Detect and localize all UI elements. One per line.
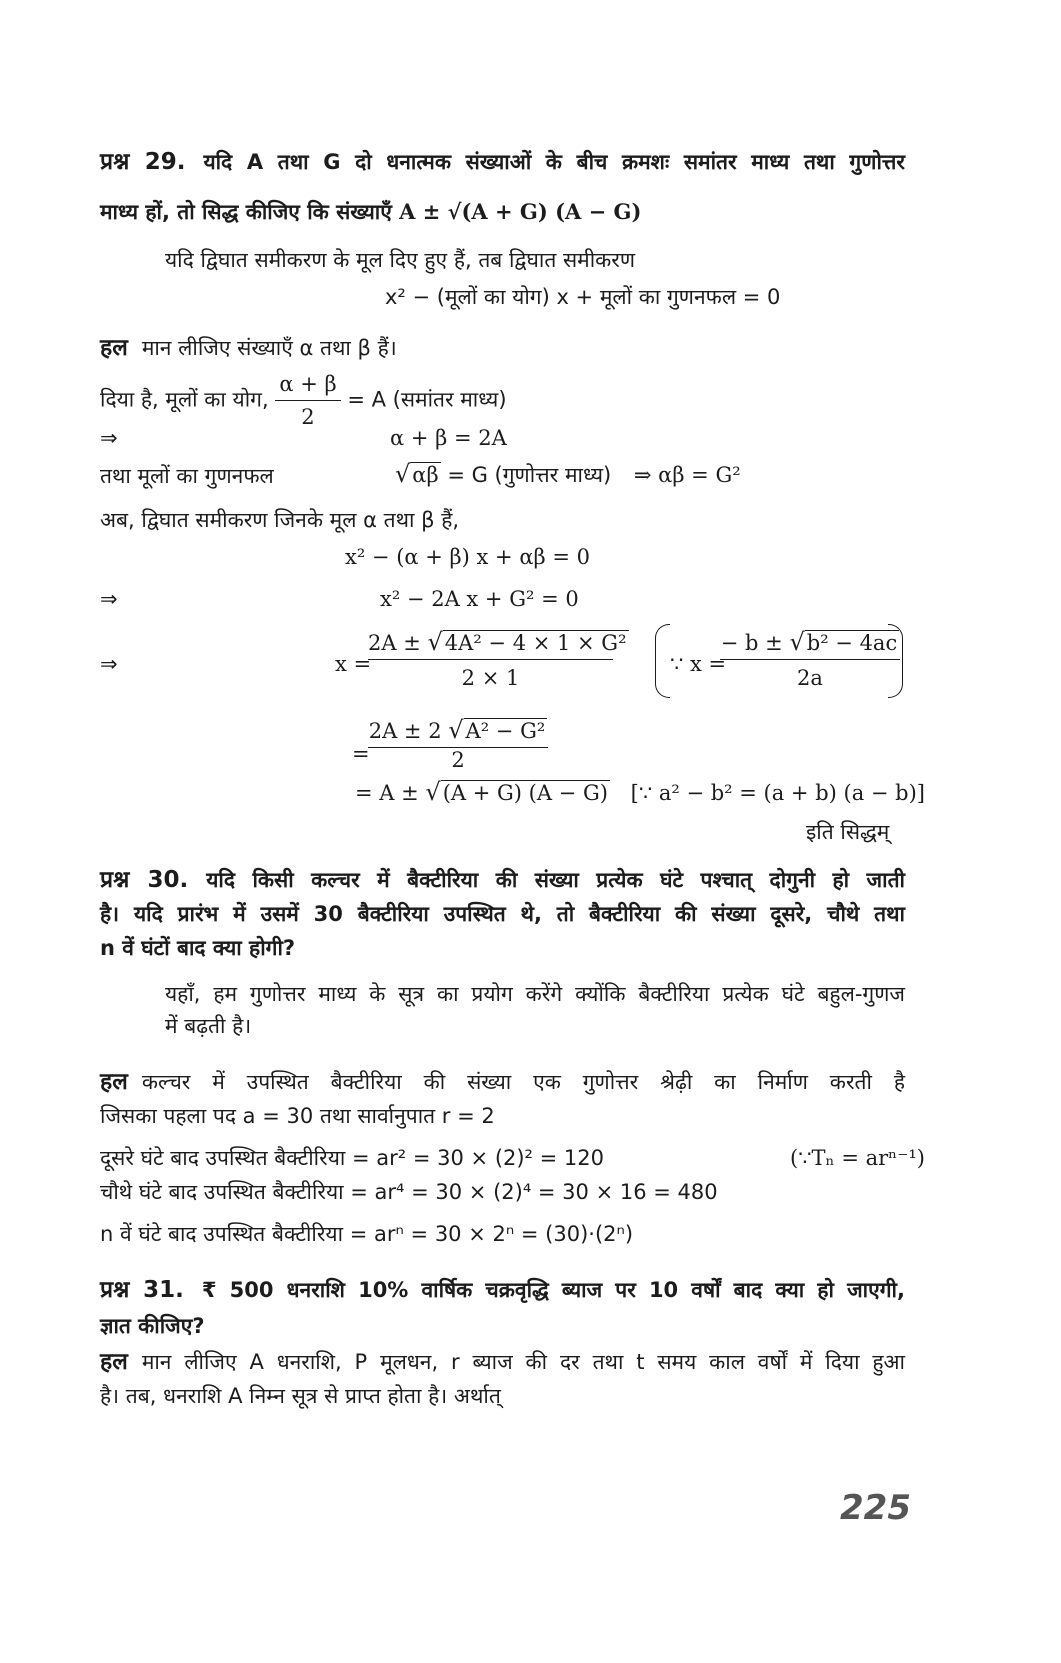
page-number: 225 <box>840 1488 911 1528</box>
q29-prod <box>395 460 741 489</box>
q30-sol-label: हल <box>100 1069 128 1095</box>
q29-eq1: x² − (α + β) x + αβ = 0 <box>345 545 590 569</box>
q29-prod-final: ⇒ αβ = G² <box>633 463 741 487</box>
q29-qed: इति सिद्धम् <box>806 820 890 844</box>
q29-step-num-sqrt: √A² − G² <box>448 716 546 744</box>
q29-given-num: α + β <box>275 370 340 401</box>
formula-paren-right <box>888 624 903 698</box>
q30-sol1 <box>100 1068 905 1096</box>
q29-given-frac <box>275 370 340 431</box>
q31-sol-label: हल <box>100 1349 128 1375</box>
q29-sol-label: हल <box>100 335 128 361</box>
q29-text1: यदि A तथा G दो धनात्मक संख्याओं के बीच क्रमशः समांतर माध्य तथा गुणोत्तर <box>203 150 905 174</box>
q29-text2: माध्य हों, तो सिद्ध कीजिए कि संख्याएँ <box>100 200 392 224</box>
q29-given <box>100 370 507 431</box>
q29-hint2: x² − (मूलों का योग) x + मूलों का गुणनफल = 0 <box>385 285 781 309</box>
q29-given-text: दिया है, मूलों का योग, <box>100 387 269 412</box>
q30-sol2: जिसका पहला पद a = 30 तथा सार्वानुपात r = 2 <box>100 1104 495 1128</box>
q29-step-num-a: 2A ± 2 <box>368 719 442 743</box>
q29-implies1: ⇒ <box>100 426 118 450</box>
q31-line2: ज्ञात कीजिए? <box>100 1314 205 1338</box>
q31-line1 <box>100 1276 905 1304</box>
q29-sum-eq: α + β = 2A <box>390 426 507 450</box>
q29-now-text: अब, द्विघात समीकरण जिनके मूल α तथा β हैं, <box>100 508 460 532</box>
q29-prod-sqrt: √αβ <box>395 460 439 488</box>
q30-hint2: में बढ़ती है। <box>165 1014 252 1038</box>
q29-formula-den: 2a <box>797 666 823 690</box>
q29-x-lhs: x = <box>335 652 372 676</box>
q29-final <box>355 778 925 807</box>
q29-formula-lhs: ∵ x = <box>670 652 727 676</box>
q30-line3: n वें घंटों बाद क्या होगी? <box>100 936 296 960</box>
q30-nth: n वें घंटे बाद उपस्थित बैक्टीरिया = arⁿ = 30 × 2ⁿ = (30)·(2ⁿ) <box>100 1222 634 1246</box>
q30-hint1: यहाँ, हम गुणोत्तर माध्य के सूत्र का प्रयोग करेंगे क्योंकि बैक्टीरिया प्रत्येक घंटे बहुल-गुणज <box>165 982 905 1006</box>
q31-sol2: है। तब, धनराशि A निम्न सूत्र से प्राप्त होता है। अर्थात् <box>100 1384 501 1408</box>
q29-x-num-a: 2A ± <box>368 631 421 655</box>
q29-prod-rhs: = G (गुणोत्तर माध्य) <box>447 463 612 487</box>
q30-line1 <box>100 866 905 894</box>
q29-step-frac <box>368 716 548 772</box>
q30-line2: है। यदि प्रारंभ में उसमें 30 बैक्टीरिया उपस्थित थे, तो बैक्टीरिया की संख्या दूसरे, चौथे तथा <box>100 902 905 926</box>
q29-formula-num-sqrt: √b² − 4ac <box>789 628 898 656</box>
q29-math: A ± √(A + G) (A − G) <box>399 199 642 224</box>
q30-tn-note: (∵Tₙ = arⁿ⁻¹) <box>790 1146 925 1170</box>
q30-fourth: चौथे घंटे बाद उपस्थित बैक्टीरिया = ar⁴ = 30 × (2)⁴ = 30 × 16 = 480 <box>100 1180 718 1204</box>
q29-hint1: यदि द्विघात समीकरण के मूल दिए हुए हैं, तब द्विघात समीकरण <box>165 248 636 272</box>
q29-x-num-sqrt: √4A² − 4 × 1 × G² <box>427 628 627 656</box>
q29-final-reason: [∵ a² − b² = (a + b) (a − b)] <box>630 781 926 805</box>
q31-label: प्रश्न 31. <box>100 1277 184 1303</box>
q29-final-sqrt: √(A + G) (A − G) <box>425 778 608 806</box>
formula-paren-left <box>655 624 670 698</box>
q29-solution-intro <box>100 334 397 362</box>
q29-step-eq: = <box>352 742 370 766</box>
q30-sol1-text: कल्चर में उपस्थित बैक्टीरिया की संख्या एक गुणोत्तर श्रेढ़ी का निर्माण करती है <box>141 1070 905 1094</box>
q29-x-frac <box>368 628 627 692</box>
q29-label: प्रश्न 29. <box>100 149 186 175</box>
q29-given-rhs: = A (समांतर माध्य) <box>347 387 507 412</box>
q29-formula-num-a: − b ± <box>720 631 783 655</box>
q29-x-den: 2 × 1 <box>461 666 520 690</box>
q29-given-den: 2 <box>301 405 315 429</box>
q29-implies3: ⇒ <box>100 652 118 676</box>
q29-line1 <box>100 148 905 176</box>
q29-sol-intro-text: मान लीजिए संख्याएँ α तथा β हैं। <box>141 336 397 360</box>
q29-eq2: x² − 2A x + G² = 0 <box>380 587 579 611</box>
q31-sol1 <box>100 1348 905 1376</box>
q29-formula-frac <box>720 628 900 692</box>
q29-step-den: 2 <box>451 748 465 772</box>
q30-text1: यदि किसी कल्चर में बैक्टीरिया की संख्या प्रत्येक घंटे पश्चात् दोगुनी हो जाती <box>206 868 905 892</box>
q30-second: दूसरे घंटे बाद उपस्थित बैक्टीरिया = ar² = 30 × (2)² = 120 <box>100 1146 605 1170</box>
q30-label: प्रश्न 30. <box>100 867 189 893</box>
q29-line2 <box>100 198 641 226</box>
q31-sol1-text: मान लीजिए A धनराशि, P मूलधन, r ब्याज की दर तथा t समय काल वर्षों में दिया हुआ <box>141 1350 905 1374</box>
q29-final-a: = A ± <box>355 781 419 805</box>
q29-implies2: ⇒ <box>100 587 118 611</box>
q31-text1: ₹ 500 धनराशि 10% वार्षिक चक्रवृद्धि ब्याज पर 10 वर्षों बाद क्या हो जाएगी, <box>201 1278 905 1302</box>
q29-prod-text: तथा मूलों का गुणनफल <box>100 464 274 488</box>
